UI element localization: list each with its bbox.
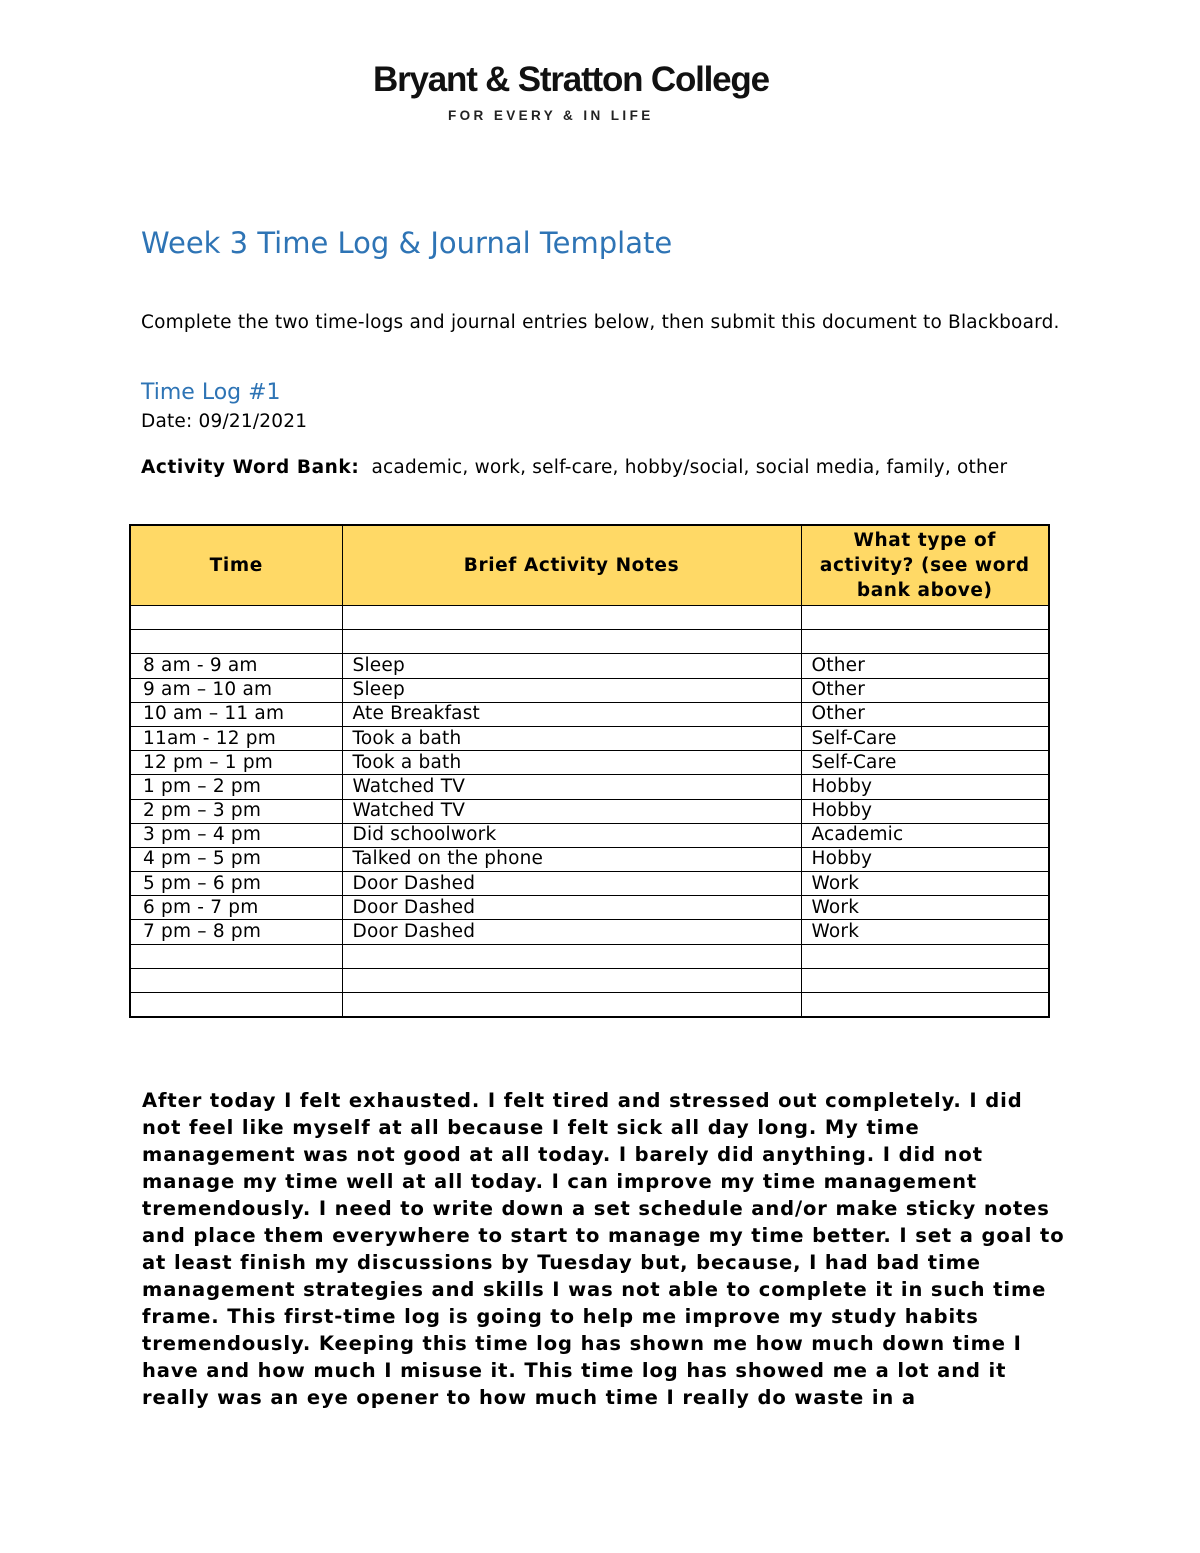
cell-time: 7 pm – 8 pm [130,920,342,944]
cell-activity-type: Other [801,702,1049,726]
cell-time: 6 pm - 7 pm [130,896,342,920]
table-row [130,678,1049,702]
word-bank-label: Activity Word Bank: [141,457,360,478]
table-row [130,872,1049,896]
journal-entry: After today I felt exhausted. I felt tired and stressed out completely. I did not feel like myself at all because I felt sick all day long. My time management was not good at all today. I barely did anything. I did not manage my time well at all today. I can improve my time management tremendously. I need to write down a set schedule and/or make sticky notes and place them everywhere to start to manage my time better. I set a goal to at least finish my discussions by Tuesday but, because, I had bad time management strategies and skills I was not able to complete it in such time frame. This first-time log is going to help me improve my study habits tremendously. Keeping this time log has shown me how much down time I have and how much I misuse it. This time log has showed me a lot and it really was an eye opener to how much time I really do waste in a [142,1089,1065,1409]
instructions-text: Complete the two time-logs and journal entries below, then submit this document to Blackboard. [141,312,1060,333]
cell-activity-notes [342,606,801,630]
cell-activity-type [801,944,1049,968]
cell-activity-type: Hobby [801,847,1049,871]
time-log-heading: Time Log #1 [141,380,281,405]
cell-activity-notes: Watched TV [342,775,801,799]
college-tagline: FOR EVERY & IN LIFE [448,108,654,123]
cell-time [130,993,342,1018]
cell-time: 10 am – 11 am [130,702,342,726]
word-bank-items: academic, work, self-care, hobby/social, social media, family, other [371,457,1008,478]
cell-activity-notes: Ate Breakfast [342,702,801,726]
table-row [130,920,1049,944]
college-name: Bryant & Stratton College [373,60,769,99]
cell-activity-type: Work [801,896,1049,920]
cell-activity-type [801,968,1049,992]
document-title: Week 3 Time Log & Journal Template [141,226,673,260]
table-row [130,702,1049,726]
cell-activity-notes: Door Dashed [342,896,801,920]
cell-activity-type [801,993,1049,1018]
cell-time: 3 pm – 4 pm [130,823,342,847]
cell-time: 1 pm – 2 pm [130,775,342,799]
cell-time: 12 pm – 1 pm [130,751,342,775]
cell-activity-notes [342,968,801,992]
cell-activity-type [801,606,1049,630]
time-log-table [129,524,1050,1018]
cell-activity-notes: Talked on the phone [342,847,801,871]
cell-activity-notes: Sleep [342,678,801,702]
cell-time: 5 pm – 6 pm [130,872,342,896]
table-row [130,823,1049,847]
column-header-activity-notes: Brief Activity Notes [342,525,801,606]
cell-activity-type: Self-Care [801,726,1049,750]
cell-activity-notes [342,993,801,1018]
cell-activity-type: Academic [801,823,1049,847]
table-row [130,751,1049,775]
cell-time [130,606,342,630]
cell-time: 8 am - 9 am [130,654,342,678]
cell-activity-notes: Took a bath [342,726,801,750]
cell-time: 9 am – 10 am [130,678,342,702]
activity-word-bank [141,454,1081,481]
college-logo [373,60,793,123]
cell-activity-type: Hobby [801,775,1049,799]
cell-activity-notes: Watched TV [342,799,801,823]
cell-activity-notes [342,944,801,968]
cell-time: 2 pm – 3 pm [130,799,342,823]
table-row [130,606,1049,630]
cell-activity-notes: Sleep [342,654,801,678]
table-row [130,993,1049,1018]
cell-activity-type [801,630,1049,654]
cell-activity-notes: Door Dashed [342,872,801,896]
cell-time: 4 pm – 5 pm [130,847,342,871]
table-row [130,726,1049,750]
cell-time [130,630,342,654]
table-row [130,944,1049,968]
cell-activity-notes: Took a bath [342,751,801,775]
cell-activity-type: Self-Care [801,751,1049,775]
table-row [130,896,1049,920]
cell-activity-type: Other [801,678,1049,702]
table-row [130,847,1049,871]
table-row [130,968,1049,992]
cell-activity-notes: Did schoolwork [342,823,801,847]
log-date: Date: 09/21/2021 [141,411,308,432]
cell-activity-notes: Door Dashed [342,920,801,944]
table-row [130,654,1049,678]
cell-time [130,968,342,992]
table-body [130,606,1049,1018]
cell-activity-type: Work [801,920,1049,944]
cell-activity-type: Hobby [801,799,1049,823]
table-row [130,630,1049,654]
cell-activity-type: Work [801,872,1049,896]
column-header-time: Time [130,525,342,606]
cell-time: 11am - 12 pm [130,726,342,750]
cell-time [130,944,342,968]
cell-activity-notes [342,630,801,654]
table-row [130,799,1049,823]
table-header-row [130,525,1049,606]
column-header-activity-type: What type of activity? (see word bank above) [801,525,1049,606]
table-row [130,775,1049,799]
cell-activity-type: Other [801,654,1049,678]
